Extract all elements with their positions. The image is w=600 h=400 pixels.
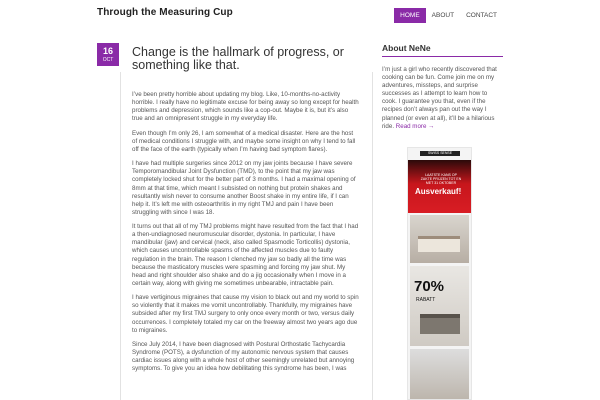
ad-rabatt: RABATT: [416, 297, 436, 303]
sidebar-divider: [382, 56, 503, 57]
nav-home[interactable]: HOME: [394, 8, 426, 23]
sidebar-advertisement[interactable]: [407, 147, 472, 400]
post-paragraph: I’ve been pretty horrible about updating my blog. Like, 10-months-no-activity horrible. I really have no legitimate excuse for being away so long except for health problems and depression, which sounds like a cop-out. Maybe it is, but it’s also true and an omnipresent struggle in my everyday life.: [132, 91, 359, 123]
ad-small-text: LAATSTE KANS OP ZAKTE PRIJZEN TOT EN MET 31 OKTOBER: [420, 173, 462, 185]
post-paragraph: It turns out that all of my TMJ problems might have resulted from the fact that I had a then-undiagnosed neuromuscular disorder, dystonia. In particular, I have mandibular (jaw) and cervical (neck, also called Spasmodic Torticollis) dystonia, which causes uncontrollable spasms of the affected muscles due to faulty regulation in the brain. The reason I clenched my jaw so badly all the time was because the masticatory muscles were spasming and forcing my jaw shut. My head and right shoulder also shake and do a jig occasionally when I move in a certain way, along with giving me sometimes unbearable, intractable pain.: [132, 223, 359, 287]
ad-bedframe-shape: [420, 314, 460, 334]
post-paragraph: Since July 2014, I have been diagnosed with Postural Orthostatic Tachycardia Syndrome (POTS), a dysfunction of my autonomic nervous system that causes cardiac issues along with a whole host of other seemingly unrelated but annoying symptoms. To give you an idea how debilitating this syndrome has been, I was: [132, 341, 355, 373]
post-date-month: OCT: [102, 57, 114, 63]
main-navigation: [394, 8, 503, 23]
sidebar-about-text: [382, 66, 502, 131]
ad-bedroom-image: [410, 215, 469, 263]
nav-about[interactable]: ABOUT: [431, 12, 455, 19]
post-paragraph: I have had multiple surgeries since 2012 on my jaw joints because I have severe Temporomandibular Joint Dysfunction (TMD), to the point that my jaw was completely locked shut for the better part of 3 months. I had a maximal opening of 8mm at that time, which meant I subsisted on nothing but protein shakes and resultantly wish never to consume another Boost shake in my entire life, if I can help it. It’s left me with osteoarthritis in my right TMJ and pain I have been struggling with since I was 18.: [132, 160, 356, 216]
ad-discount-image: [410, 266, 469, 346]
ad-brand-logo: SWISS SENSE: [420, 151, 460, 156]
ad-sale-banner: [408, 160, 471, 213]
post-date-badge: [97, 43, 119, 66]
post-paragraph: Even though I’m only 26, I am somewhat of a medical disaster. Here are the host of medical conditions I struggle with, and maybe some insight on why I tend to fall off the face of the earth (typically when I’m having bad symptom flares).: [132, 129, 356, 153]
ad-room-image: [410, 349, 469, 399]
ad-bed-shape: [418, 236, 460, 252]
sidebar-about-title: About NeNe: [382, 43, 431, 53]
read-more-link[interactable]: Read more →: [395, 122, 435, 130]
ad-headline: Ausverkauf!: [415, 187, 462, 196]
post-content: [132, 91, 360, 380]
sidebar-about-description: I’m just a girl who recently discovered that cooking can be fun. Come join me on my adventures, missteps, and surprise successes as I attempt to learn how to cook. I guarantee you that, even if the recipes don’t always pan out the way I planned (or even at all), it’ll be a hilarious ride.: [382, 66, 497, 130]
nav-contact[interactable]: CONTACT: [466, 12, 497, 19]
post-date-day: 16: [102, 46, 113, 56]
post-title[interactable]: Change is the hallmark of progress, or something like that.: [132, 45, 344, 72]
ad-percent: 70%: [414, 278, 445, 295]
post-paragraph: I have vertiginous migraines that cause my vision to black out and my world to spin so violently that it makes me vomit uncontrollably. Thankfully, my migraines have subsided after my first TMJ surgery to only once every month or two, versus daily occurrences. I completely totaled my car on the freeway almost two years ago due to migraines.: [132, 294, 359, 334]
site-title[interactable]: Through the Measuring Cup: [97, 7, 233, 18]
